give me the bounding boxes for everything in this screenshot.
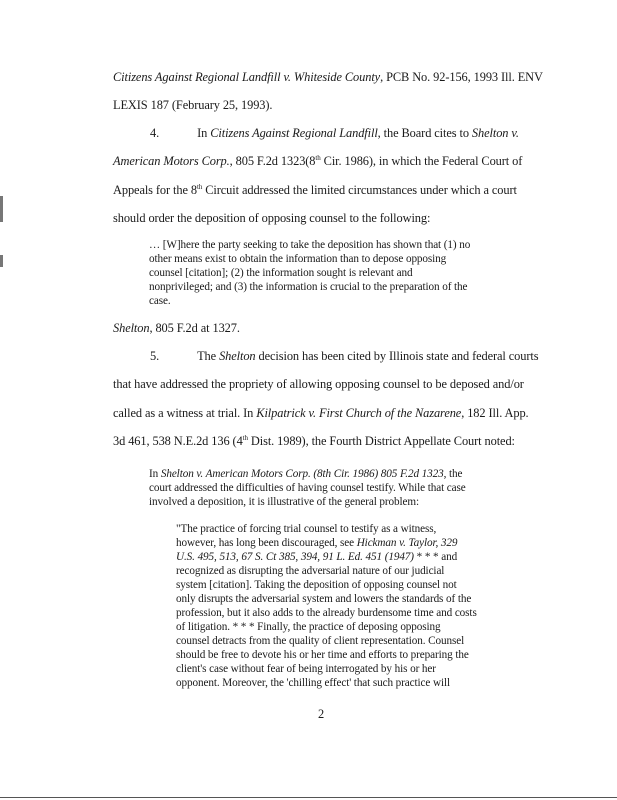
superscript-run: th (196, 183, 203, 191)
text-run: involved a deposition, it is illustrative of the general problem: (149, 496, 420, 508)
text-run: 4. (150, 126, 160, 140)
text-run: , the Board cites to (377, 126, 472, 140)
text-run: 5. (150, 349, 160, 363)
text-run: decision has been cited by Illinois state and federal courts (255, 349, 539, 363)
italic-run: American Motors Corp. (113, 154, 230, 168)
text-run: In (149, 468, 161, 480)
block-quote-line (149, 294, 171, 308)
nested-quote-line (176, 522, 436, 536)
superscript-run: th (242, 434, 248, 442)
scan-edge-mark (0, 255, 3, 267)
nested-quote-line (176, 662, 436, 676)
text-run: In (197, 126, 211, 140)
text-run: Dist. 1989), the Fourth District Appellate Court noted: (247, 434, 515, 448)
text-run: , the (443, 468, 463, 480)
text-run: 3d 461, 538 N.E.2d 136 (4 (113, 434, 243, 448)
text-line (113, 321, 240, 336)
text-run: however, has long been discouraged, see (176, 537, 357, 549)
nested-quote-line (176, 536, 457, 550)
text-line (113, 434, 515, 449)
text-line (113, 70, 543, 85)
text-run: should be free to devote his or her time and efforts to preparing the (176, 649, 469, 661)
text-run: should order the deposition of opposing counsel to the following: (113, 211, 431, 225)
block-quote-line (149, 252, 446, 266)
text-run: , PCB No. 92-156, 1993 Ill. ENV (380, 70, 543, 84)
text-run: , 805 F.2d 1323(8 (229, 154, 316, 168)
text-run: case. (149, 295, 171, 307)
italic-run: Citizens Against Regional Landfill (210, 126, 378, 140)
italic-run: Shelton (219, 349, 256, 363)
text-run: system [citation]. Taking the deposition of opposing counsel not (176, 579, 457, 591)
text-run: opponent. Moreover, the 'chilling effect' that such practice will (176, 677, 450, 689)
text-run: only disrupts the adversarial system and lowers the standards of the (176, 593, 472, 605)
italic-run: U.S. 495, 513, 67 S. Ct 385, 394, 91 L. Ed. 451 (1947) (176, 551, 414, 563)
text-line (113, 183, 517, 198)
nested-quote-line (176, 620, 441, 634)
nested-quote-line (176, 606, 477, 620)
text-run: profession, but it also adds to the already burdensome time and costs (176, 607, 477, 619)
text-run: court addressed the difficulties of having counsel testify. While that case (149, 482, 466, 494)
block-quote-line (149, 467, 462, 481)
text-line (113, 98, 272, 113)
text-line (113, 406, 529, 421)
text-line (150, 126, 519, 141)
text-run: LEXIS 187 (February 25, 1993). (113, 98, 273, 112)
block-quote-line (149, 280, 467, 294)
nested-quote-line (176, 564, 444, 578)
block-quote-line (149, 266, 412, 280)
text-run: recognized as disrupting the adversarial nature of our judicial (176, 565, 445, 577)
nested-quote-line (176, 578, 457, 592)
text-line (113, 211, 430, 226)
italic-run: Shelton (113, 321, 150, 335)
block-quote-line (149, 238, 470, 252)
text-run: of litigation. * * * Finally, the practice of deposing opposing (176, 621, 441, 633)
italic-run: Shelton v. American Motors Corp. (8th Cir. 1986) 805 F.2d 1323 (160, 468, 444, 480)
text-line (113, 154, 522, 169)
text-run: client's case without fear of being interrogated by his or her (176, 663, 436, 675)
text-run: Circuit addressed the limited circumstances under which a court (202, 183, 517, 197)
italic-run: Citizens Against Regional Landfill v. Whiteside County (113, 70, 381, 84)
nested-quote-line (176, 592, 471, 606)
page-number: 2 (318, 707, 325, 721)
italic-run: Shelton v. (471, 126, 519, 140)
italic-run: Kilpatrick v. First Church of the Nazarene (256, 406, 462, 420)
block-quote-line (149, 495, 419, 509)
superscript-run: th (315, 154, 321, 162)
text-line (113, 377, 524, 392)
text-run: other means exist to obtain the information than to depose opposing (149, 253, 447, 265)
text-run: * * * and (413, 551, 458, 563)
text-line (150, 349, 538, 364)
scan-bottom-edge (0, 797, 617, 798)
text-run: nonprivileged; and (3) the information is crucial to the preparation of the (149, 281, 468, 293)
text-run: "The practice of forcing trial counsel to testify as a witness, (176, 523, 437, 535)
text-run: , 182 Ill. App. (461, 406, 529, 420)
nested-quote-line (176, 676, 450, 690)
nested-quote-line (176, 550, 457, 564)
text-run: called as a witness at trial. In (113, 406, 257, 420)
nested-quote-line (176, 634, 464, 648)
text-run: , 805 F.2d at 1327. (149, 321, 240, 335)
scan-edge-mark (0, 196, 3, 222)
text-run: Cir. 1986), in which the Federal Court of (320, 154, 523, 168)
nested-quote-line (176, 648, 469, 662)
text-run: … [W]here the party seeking to take the deposition has shown that (1) no (149, 239, 471, 251)
block-quote-line (149, 481, 466, 495)
text-run: counsel detracts from the quality of client representation. Counsel (176, 635, 465, 647)
italic-run: Hickman v. Taylor, 329 (356, 537, 458, 549)
text-run: that have addressed the propriety of allowing opposing counsel to be deposed and/or (113, 377, 524, 391)
text-run: Appeals for the 8 (113, 183, 197, 197)
text-run: counsel [citation]; (2) the information sought is relevant and (149, 267, 413, 279)
text-run: The (197, 349, 220, 363)
